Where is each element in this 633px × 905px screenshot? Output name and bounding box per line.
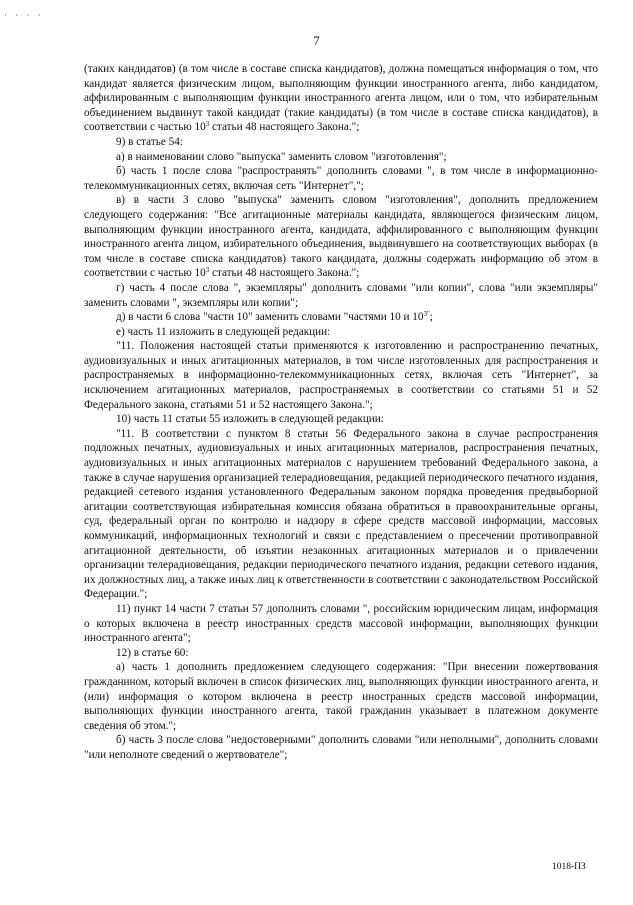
paragraph-item-12: 12) в статье 60:	[116, 646, 189, 659]
paragraph-item-9d: д) в части 6 слова "части 10" заменить словами "частями 10 и $10^{3"}$;	[116, 310, 433, 324]
paragraph-item-12b: б) часть 3 после слова "недостоверными" дополнить словами "или неполными", дополнить словами "или неполноте сведений о жертвователе";	[84, 734, 598, 761]
paragraph-item-10: 10) часть 11 статьи 55 изложить в следующей редакции:	[116, 413, 384, 426]
paragraph-item-9a: а) в наименовании слово "выпуска" заменить словом "изготовления";	[116, 150, 447, 163]
paragraph-item-9: 9) в статье 54:	[116, 135, 183, 148]
document-body	[84, 62, 598, 763]
page-number: 7	[313, 34, 320, 48]
document-code: 1018-ПЗ	[552, 862, 586, 872]
paragraph-item-9b: б) часть 1 после слова "распространять" дополнить словами ", в том числе в информационно-телекоммуникационных сетях, включая сеть "Интернет",";	[84, 165, 598, 192]
paragraph-continuation: (таких кандидатов) (в том числе в составе списка кандидатов), должна помещаться информация о том, что кандидат является физическим лицом, выполняющим функции иностранного агента, либо кандидатом, аффилированным с выполняющим функции иностранного агента лицом, или о том, что избирательным объединением выдвинут такой кандидат (такие кандидаты) (в том числе в составе списка кандидатов), в соответствии с частью $10^3$ статьи 48 настоящего Закона.";	[84, 63, 598, 134]
paragraph-quote-art55-part-11: "11. В соответствии с пунктом 8 статьи 56 Федерального закона в случае распространения подложных печатных, аудиовизуальных и иных агитационных материалов, распространения печатных, аудиовизуальных и иных агитационных материалов с нарушением требований Федерального закона, а также в случае нарушения организацией телерадиовещания, редакцией периодического печатного издания, редакцией сетевого издания установленного Федеральным законом порядка проведения предвыборной агитации соответствующая избирательная комиссия обязана обратиться в правоохранительные органы, суд, федеральный орган по контролю и надзору в сфере средств массовой информации, массовых коммуникаций, информационных технологий и связи с представлением о пресечении противоправной агитационной деятельности, об изъятии незаконных агитационных материалов и о привлечении организации телерадиовещания, редакции периодического печатного издания, редакции сетевого издания, их должностных лиц, а также иных лиц к ответственности в соответствии с законодательством Российской Федерации.";	[84, 427, 598, 601]
scan-marks: · · · ·	[4, 10, 44, 20]
paragraph-quote-part-11: "11. Положения настоящей статьи применяются к изготовлению и распространению печатных, аудиовизуальных и иных агитационных материалов, в том числе изготовленных для распространения и распространяемых в информационно-телекоммуникационных сетях, включая сеть "Интернет", за исключением агитационных материалов, распространяемых в соответствии со статьями 51 и 52 Федерального закона, статьями 51 и 52 настоящего Закона.";	[84, 340, 598, 411]
paragraph-item-12a: а) часть 1 дополнить предложением следующего содержания: "При внесении пожертвования гражданином, который включен в список физических лиц, выполняющих функции иностранного агента, и (или) информация о котором включена в реестр иностранных средств массовой информации, выполняющих функции иностранного агента, такой гражданин указывает в платежном документе сведения об этом.";	[84, 661, 598, 732]
paragraph-item-11: 11) пункт 14 части 7 статьи 57 дополнить словами ", российским юридическим лицам, информация о которых включена в реестр иностранных средств массовой информации, выполняющих функции иностранного агента";	[84, 602, 598, 645]
paragraph-item-9g: г) часть 4 после слова ", экземпляры" дополнить словами "или копии", слова "или экземпляры" заменить словами ", экземпляры или копии";	[84, 281, 598, 309]
paragraph-item-9v: в) в части 3 слово "выпуска" заменить словом "изготовления", дополнить предложением следующего содержания: "Все агитационные материалы кандидата, являющегося физическим лицом, выполняющим функции иностранного агента, кандидата, аффилированного с выполняющим функции иностранного агента лицом, избирательного объединения, выдвинувшего на соответствующих выборах (в том числе в составе списка кандидатов) такого кандидата, должны содержать информацию об этом в соответствии с частью $10^3$ статьи 48 настоящего Закона.";	[84, 194, 598, 280]
paragraph-item-9e: е) часть 11 изложить в следующей редакции:	[116, 325, 331, 338]
